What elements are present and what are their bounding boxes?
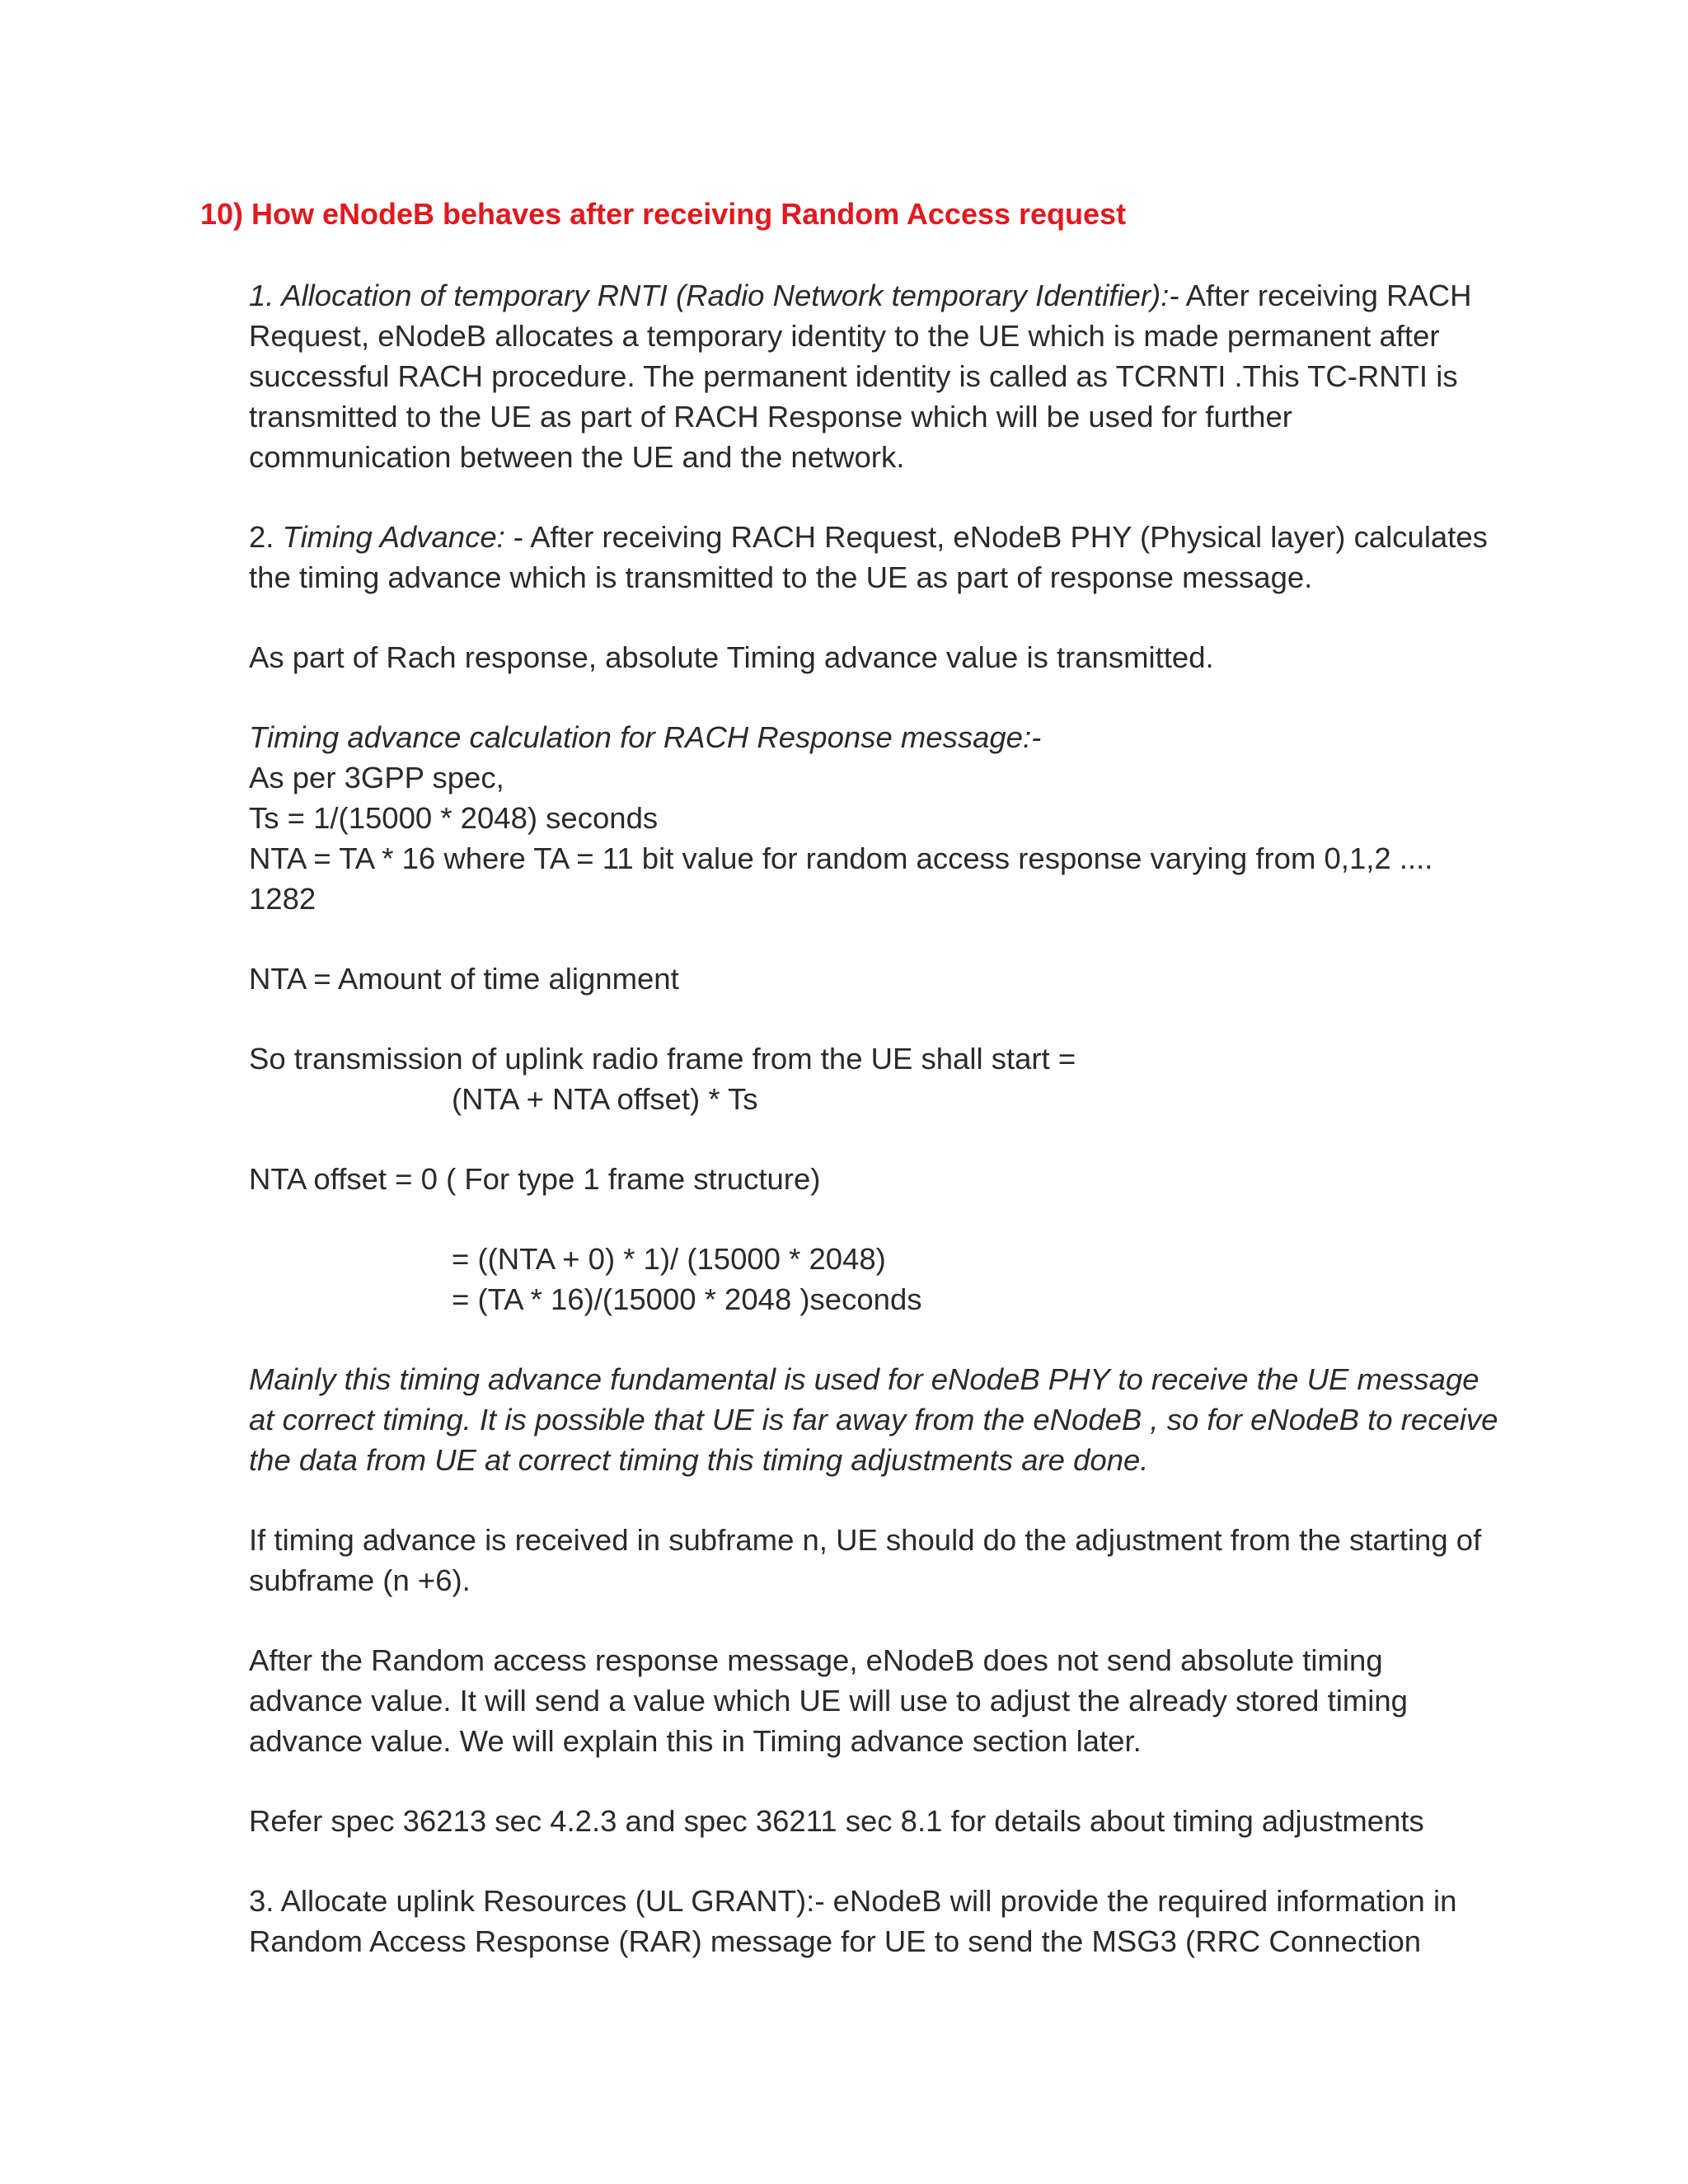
document-body <box>249 275 1502 1961</box>
section-heading: 10) How eNodeB behaves after receiving Random Access request <box>200 197 1127 231</box>
paragraph-absolute-ta: As part of Rach response, absolute Timing advance value is transmitted. <box>249 640 1214 674</box>
item-timing-advance-lead: Timing Advance: <box>282 520 505 554</box>
item-timing-advance-body: - After receiving RACH Request, eNodeB PHY (Physical layer) calculates the timing advance which is transmitted to the UE as part of response message. <box>249 520 1488 594</box>
paragraph-nta-offset: NTA offset = 0 ( For type 1 frame structure) <box>249 1162 821 1196</box>
equation-line-2: = (TA * 16)/(15000 * 2048 )seconds <box>452 1282 922 1316</box>
calc-line-ts: Ts = 1/(15000 * 2048) seconds <box>249 801 659 835</box>
transmission-line: So transmission of uplink radio frame from the UE shall start = <box>249 1042 1076 1076</box>
item-temporary-rnti <box>249 275 1502 477</box>
item-allocate-uplink: 3. Allocate uplink Resources (UL GRANT):- eNodeB will provide the required information in Random Access Response (RAR) message for UE to send the MSG3 (RRC Connection <box>249 1884 1457 1958</box>
equation-line-1: = ((NTA + 0) * 1)/ (15000 * 2048) <box>452 1242 886 1276</box>
paragraph-mainly: Mainly this timing advance fundamental is used for eNodeB PHY to receive the UE message at correct timing. It is possible that UE is far away from the eNodeB , so for eNodeB to receive the data from UE at correct timing this timing adjustments are done. <box>249 1362 1498 1477</box>
paragraph-subframe: If timing advance is received in subframe n, UE should do the adjustment from the starting of subframe (n +6). <box>249 1523 1482 1597</box>
calc-block <box>249 717 1502 919</box>
paragraph-nta-definition: NTA = Amount of time alignment <box>249 962 679 996</box>
calc-line-spec: As per 3GPP spec, <box>249 761 504 794</box>
item-temporary-rnti-lead: 1. Allocation of temporary RNTI (Radio Network temporary Identifier):- <box>249 279 1179 312</box>
item-temporary-rnti-body: After receiving RACH Request, eNodeB allocates a temporary identity to the UE which is made permanent after successful RACH procedure. The permanent identity is called as TCRNTI .This TC-RNTI is transmitted to the UE as part of RACH Response which will be used for further communication between the UE and the network. <box>249 279 1472 474</box>
calc-title: Timing advance calculation for RACH Response message:- <box>249 720 1042 754</box>
paragraph-after-rar: After the Random access response message, eNodeB does not send absolute timing advance value. It will send a value which UE will use to adjust the already stored timing advance value. We will explain this in Timing advance section later. <box>249 1643 1408 1758</box>
equation-block <box>249 1239 1502 1319</box>
transmission-formula: (NTA + NTA offset) * Ts <box>452 1082 758 1116</box>
item-timing-advance <box>249 517 1502 598</box>
item-timing-advance-number: 2. <box>249 520 283 554</box>
paragraph-refer-spec: Refer spec 36213 sec 4.2.3 and spec 36211 sec 8.1 for details about timing adjustments <box>249 1804 1424 1838</box>
calc-line-nta: NTA = TA * 16 where TA = 11 bit value for random access response varying from 0,1,2 .... 1282 <box>249 841 1433 916</box>
transmission-block <box>249 1038 1502 1119</box>
